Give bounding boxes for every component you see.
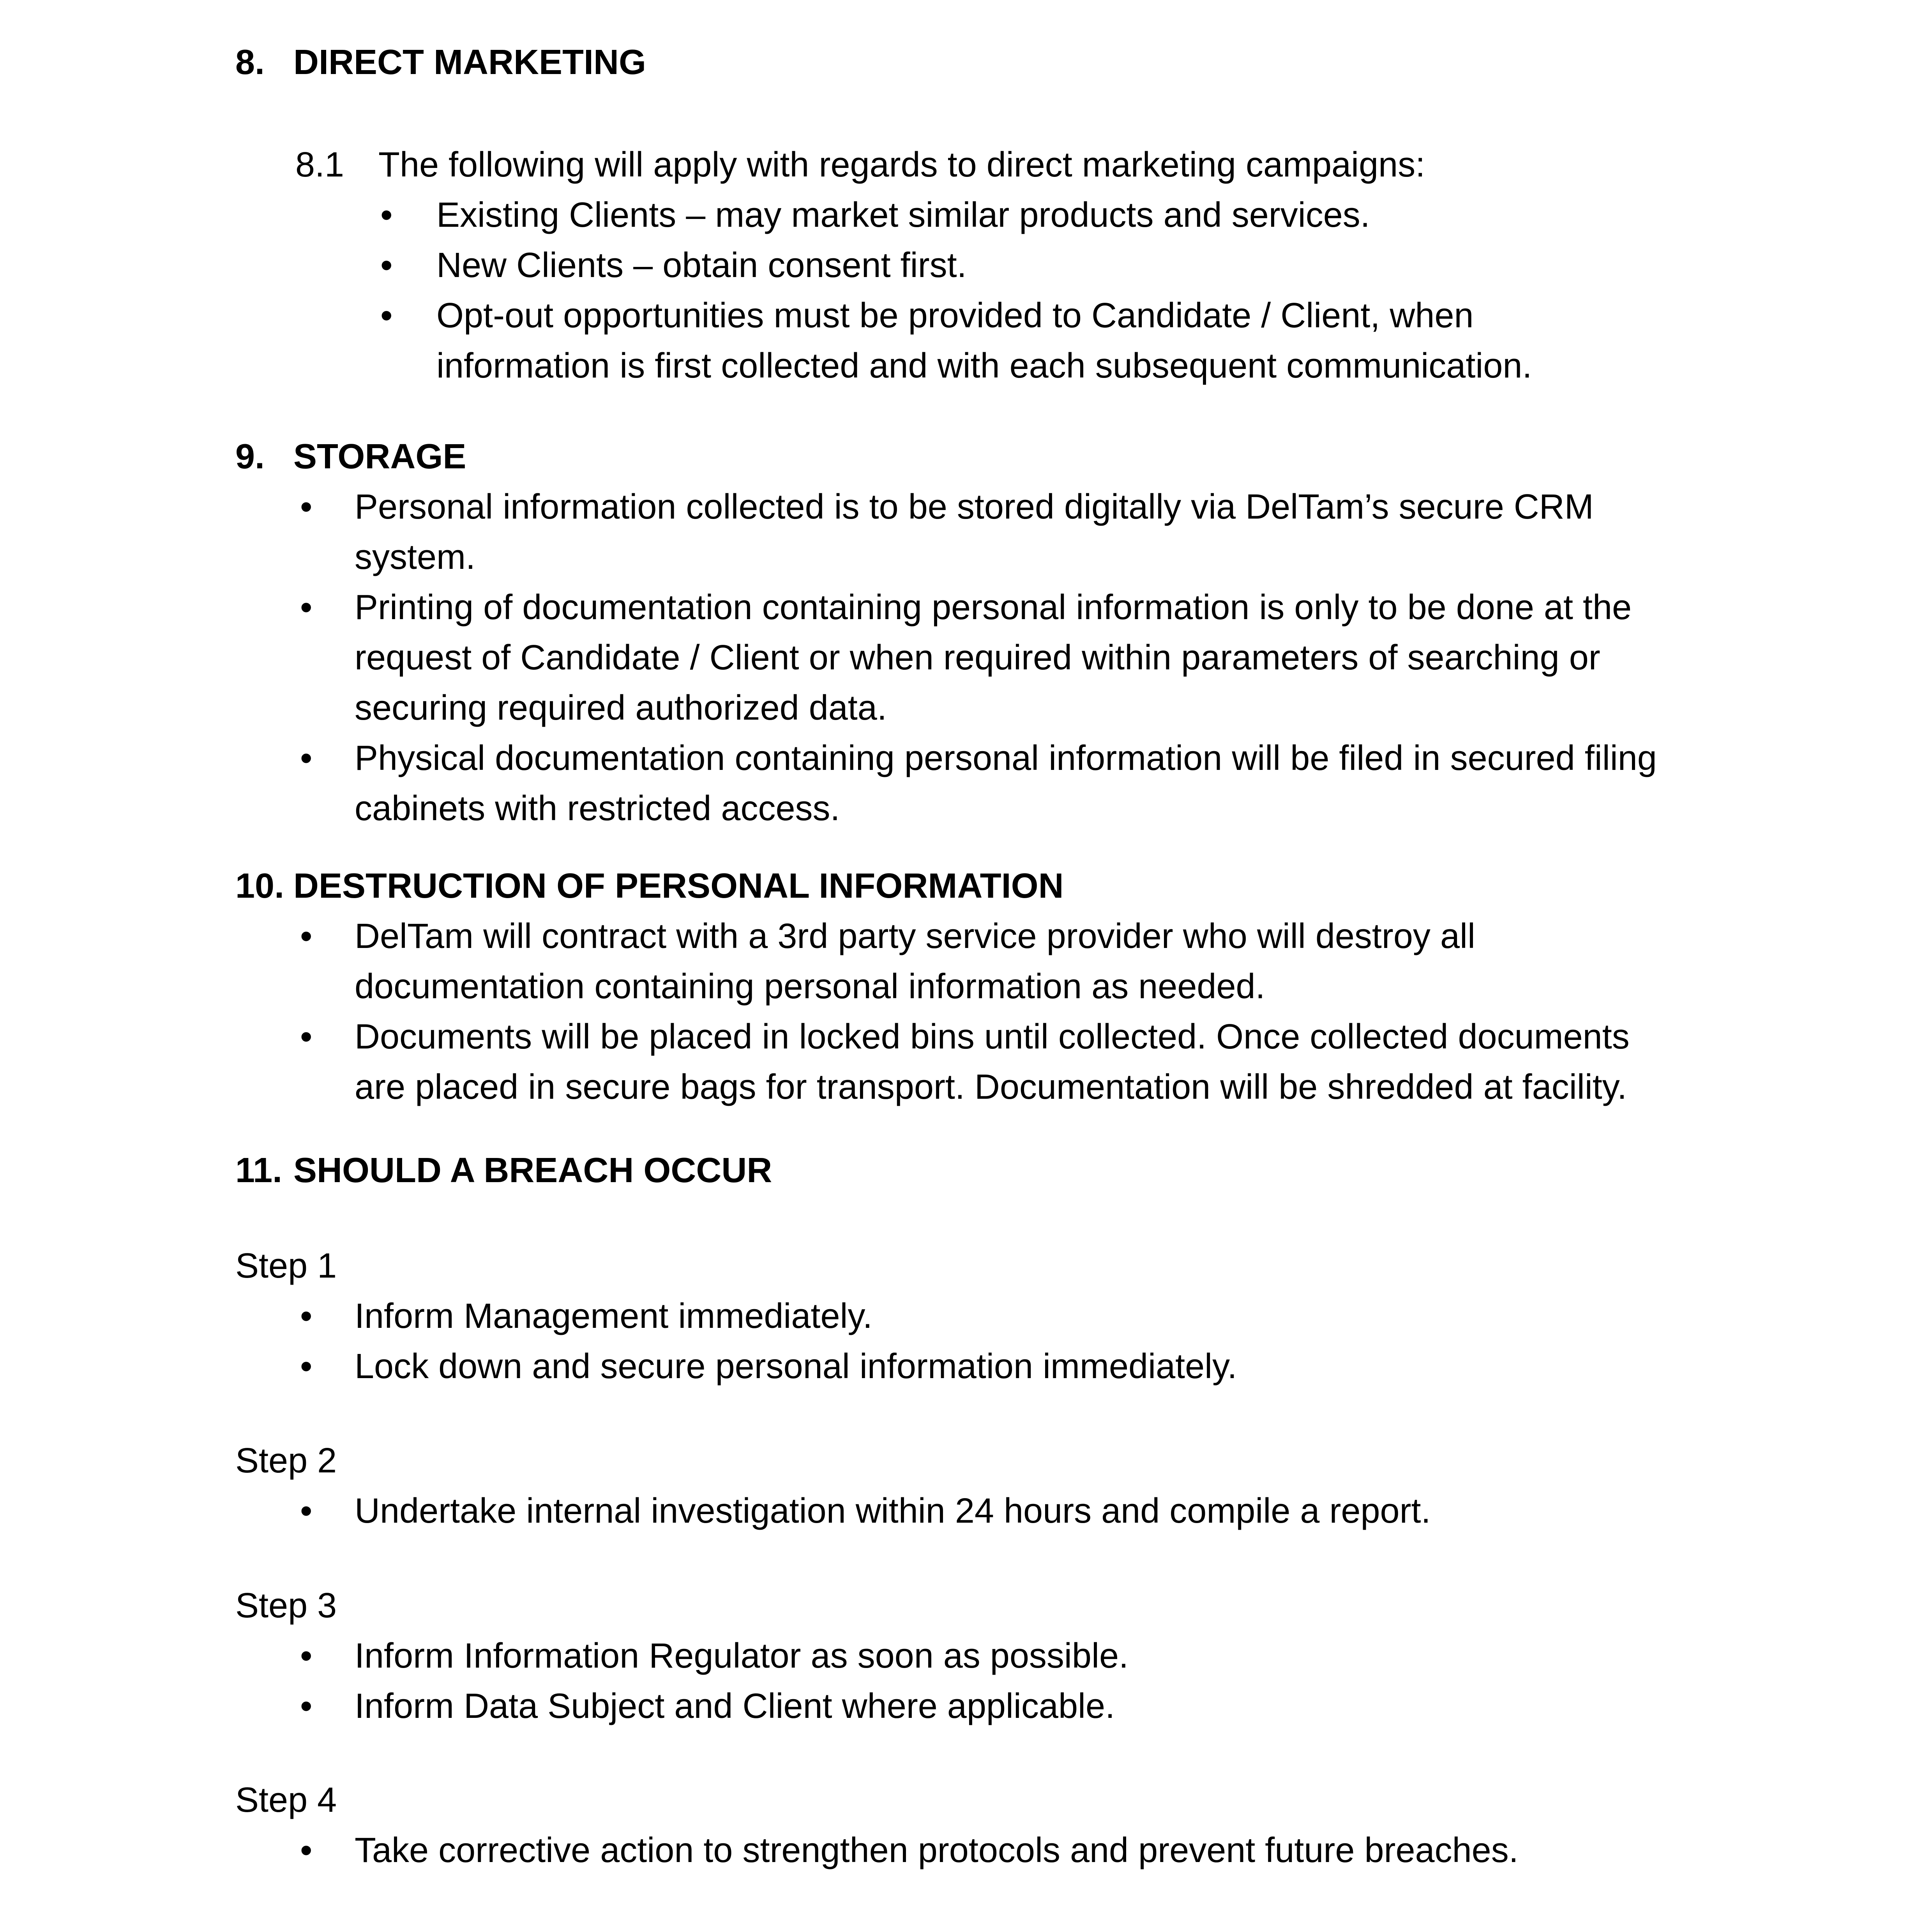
bullet-text: Lock down and secure personal information immediately. — [355, 1347, 1237, 1386]
bullet-icon: • — [300, 588, 313, 627]
bullet-item — [380, 190, 1932, 240]
bullet-icon: • — [300, 1017, 313, 1056]
bullet-icon: • — [380, 296, 393, 335]
bullet-item — [300, 1631, 1932, 1681]
section-number: 9. — [235, 437, 265, 476]
bullet-text-continuation: are placed in secure bags for transport. Documentation will be shredded at facility. — [355, 1068, 1627, 1107]
bullet-text: DelTam will contract with a 3rd party service provider who will destroy all — [355, 917, 1476, 956]
bullet-text: Opt-out opportunities must be provided to Candidate / Client, when — [436, 296, 1474, 335]
bullet-item — [300, 1825, 1932, 1876]
section-heading-9 — [235, 432, 1932, 482]
bullet-icon: • — [300, 1347, 313, 1386]
bullet-icon: • — [380, 196, 393, 235]
subitem-text: The following will apply with regards to direct marketing campaigns: — [378, 145, 1425, 184]
section-title: DIRECT MARKETING — [293, 43, 646, 82]
bullet-item — [300, 1291, 1932, 1341]
bullet-text: Existing Clients – may market similar products and services. — [436, 196, 1370, 235]
bullet-icon: • — [300, 1491, 313, 1530]
step-label: Step 4 — [235, 1781, 337, 1820]
section-heading-8 — [235, 37, 1932, 88]
bullet-item — [300, 1681, 1932, 1732]
section-title: STORAGE — [293, 437, 466, 476]
bullet-text-continuation: documentation containing personal information as needed. — [355, 967, 1265, 1006]
bullet-item — [300, 1486, 1932, 1536]
bullet-text-continuation: information is first collected and with each subsequent communication. — [436, 346, 1532, 385]
bullet-text-continuation: cabinets with restricted access. — [355, 789, 840, 828]
step-label: Step 3 — [235, 1586, 337, 1625]
bullet-icon: • — [300, 739, 313, 778]
bullet-text: Personal information collected is to be stored digitally via DelTam’s secure CRM — [355, 487, 1594, 526]
bullet-item — [300, 1341, 1932, 1392]
section-number: 8. — [235, 43, 265, 82]
bullet-text: New Clients – obtain consent first. — [436, 246, 967, 285]
bullet-icon: • — [300, 1297, 313, 1336]
bullet-text: Undertake internal investigation within 24 hours and compile a report. — [355, 1491, 1431, 1530]
bullet-text-continuation: request of Candidate / Client or when required within parameters of searching or — [355, 638, 1600, 677]
section-heading-10 — [235, 861, 1932, 911]
bullet-icon: • — [300, 487, 313, 526]
bullet-item — [300, 911, 1932, 962]
subitem-number: 8.1 — [295, 145, 344, 184]
bullet-text: Documents will be placed in locked bins until collected. Once collected documents — [355, 1017, 1630, 1056]
bullet-text: Inform Management immediately. — [355, 1297, 872, 1336]
bullet-text: Inform Information Regulator as soon as possible. — [355, 1636, 1129, 1675]
bullet-item — [300, 733, 1932, 784]
section-title: DESTRUCTION OF PERSONAL INFORMATION — [293, 867, 1064, 905]
section-number: 11. — [235, 1151, 283, 1190]
bullet-item — [300, 482, 1932, 532]
section-number: 10. — [235, 867, 284, 905]
bullet-text-continuation: securing required authorized data. — [355, 688, 887, 727]
bullet-item — [380, 240, 1932, 291]
bullet-icon: • — [300, 1831, 313, 1870]
bullet-icon: • — [300, 1687, 313, 1726]
bullet-icon: • — [300, 1636, 313, 1675]
subitem-8-1 — [295, 140, 1932, 190]
bullet-icon: • — [300, 917, 313, 956]
bullet-text: Take corrective action to strengthen protocols and prevent future breaches. — [355, 1831, 1519, 1870]
step-label: Step 1 — [235, 1246, 337, 1285]
bullet-icon: • — [380, 246, 393, 285]
bullet-item — [300, 1012, 1932, 1062]
bullet-text-continuation: system. — [355, 538, 476, 577]
step-label: Step 2 — [235, 1441, 337, 1480]
bullet-item — [380, 291, 1932, 341]
section-title: SHOULD A BREACH OCCUR — [293, 1151, 772, 1190]
bullet-text: Physical documentation containing personal information will be filed in secured filing — [355, 739, 1657, 778]
bullet-text: Inform Data Subject and Client where applicable. — [355, 1687, 1115, 1726]
bullet-item — [300, 582, 1932, 633]
section-heading-11 — [235, 1146, 1932, 1196]
bullet-text: Printing of documentation containing personal information is only to be done at the — [355, 588, 1632, 627]
